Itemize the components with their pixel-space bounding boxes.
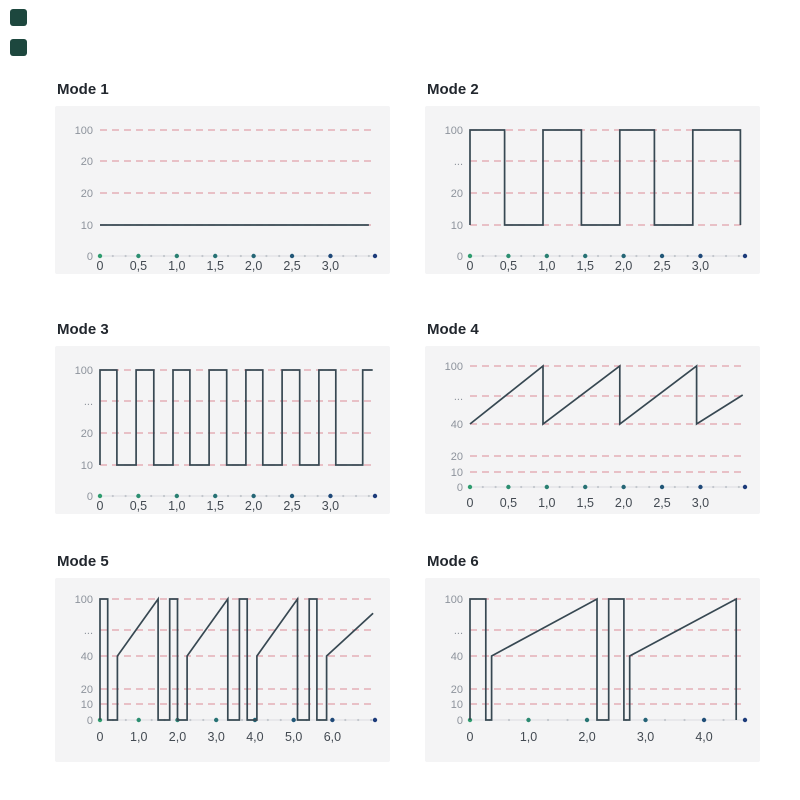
axis-minor-dot — [610, 255, 612, 257]
y-tick-label: ... — [453, 156, 463, 168]
y-tick-label: ... — [83, 625, 93, 637]
chart-title: Mode 5 — [57, 553, 109, 570]
x-tick-label: 2,0 — [168, 730, 187, 744]
x-tick-label: 4,0 — [246, 730, 264, 744]
axis-minor-dot — [125, 495, 127, 497]
axis-minor-dot — [547, 719, 549, 721]
axis-major-dot — [468, 485, 472, 489]
axis-minor-dot — [112, 495, 114, 497]
axis-minor-dot — [189, 719, 191, 721]
chart-canvas-mode-2 — [425, 106, 760, 274]
axis-major-dot — [290, 494, 294, 498]
axis-minor-dot — [571, 255, 573, 257]
chart-mode-1 — [55, 80, 390, 274]
chart-title: Mode 3 — [57, 321, 109, 338]
axis-major-dot — [506, 254, 510, 258]
chart-mode-4 — [425, 320, 760, 514]
axis-minor-dot — [597, 486, 599, 488]
y-tick-label: ... — [83, 396, 93, 408]
axis-major-dot — [175, 254, 179, 258]
axis-minor-dot — [738, 255, 740, 257]
axis-major-dot — [328, 254, 332, 258]
axis-minor-dot — [674, 255, 676, 257]
axis-major-dot — [98, 254, 102, 258]
axis-minor-dot — [722, 719, 724, 721]
x-tick-label: 2,5 — [653, 259, 671, 273]
axis-major-dot — [698, 254, 702, 258]
axis-minor-dot — [355, 495, 357, 497]
axis-minor-dot — [201, 255, 203, 257]
y-tick-label: 10 — [450, 220, 463, 232]
axis-minor-dot — [712, 255, 714, 257]
x-tick-label: 1,0 — [168, 259, 186, 273]
chart-title: Mode 4 — [427, 321, 479, 338]
x-tick-label: 3,0 — [691, 496, 710, 510]
y-tick-label: 100 — [444, 361, 463, 373]
axis-major-dot — [213, 254, 217, 258]
axis-end-dot — [373, 718, 377, 722]
y-tick-label: 0 — [86, 251, 93, 263]
axis-major-dot — [621, 485, 625, 489]
axis-major-dot — [291, 718, 295, 722]
chart-svg — [55, 346, 390, 514]
axis-end-dot — [743, 718, 747, 722]
axis-minor-dot — [342, 495, 344, 497]
axis-minor-dot — [278, 255, 280, 257]
x-tick-label: 3,0 — [321, 499, 340, 513]
axis-minor-dot — [597, 255, 599, 257]
waveform-line — [100, 370, 373, 465]
axis-minor-dot — [125, 255, 127, 257]
y-tick-label: 40 — [80, 651, 93, 663]
axis-minor-dot — [635, 255, 637, 257]
axis-minor-dot — [189, 495, 191, 497]
x-tick-label: 3,0 — [636, 730, 655, 744]
axis-minor-dot — [355, 255, 357, 257]
y-tick-label: 10 — [80, 460, 93, 472]
axis-minor-dot — [112, 255, 114, 257]
axis-minor-dot — [664, 719, 666, 721]
axis-minor-dot — [635, 486, 637, 488]
axis-major-dot — [175, 494, 179, 498]
y-tick-label: 10 — [450, 699, 463, 711]
x-tick-label: 1,0 — [519, 730, 538, 744]
axis-major-dot — [136, 254, 140, 258]
axis-minor-dot — [202, 719, 204, 721]
axis-major-dot — [583, 254, 587, 258]
x-tick-label: 1,0 — [168, 499, 186, 513]
axis-major-dot — [585, 718, 589, 722]
x-tick-label: 0 — [466, 730, 474, 744]
chart-mode-6 — [425, 552, 760, 762]
axis-major-dot — [621, 254, 625, 258]
axis-major-dot — [702, 718, 706, 722]
chart-canvas-mode-5 — [55, 578, 390, 762]
x-tick-label: 1,5 — [576, 496, 594, 510]
axis-minor-dot — [559, 255, 561, 257]
axis-end-dot — [743, 254, 747, 258]
axis-minor-dot — [508, 719, 510, 721]
axis-minor-dot — [240, 495, 242, 497]
waveform-line — [470, 130, 740, 225]
chart-svg — [55, 578, 390, 762]
axis-minor-dot — [648, 486, 650, 488]
axis-major-dot — [137, 718, 141, 722]
x-tick-label: 0 — [466, 259, 474, 273]
axis-major-dot — [698, 485, 702, 489]
y-tick-label: 100 — [444, 594, 463, 606]
waveform-line — [470, 599, 736, 720]
axis-minor-dot — [317, 255, 319, 257]
axis-minor-dot — [125, 719, 127, 721]
y-tick-label: 10 — [450, 467, 463, 479]
chart-title: Mode 2 — [427, 81, 479, 98]
y-tick-label: 10 — [80, 699, 93, 711]
axis-minor-dot — [738, 486, 740, 488]
axis-minor-dot — [566, 719, 568, 721]
y-tick-label: 0 — [456, 715, 463, 727]
axis-end-dot — [373, 494, 377, 498]
x-tick-label: 5,0 — [284, 730, 303, 744]
axis-minor-dot — [344, 719, 346, 721]
x-tick-label: 3,0 — [691, 259, 710, 273]
axis-minor-dot — [163, 255, 165, 257]
axis-major-dot — [660, 485, 664, 489]
axis-minor-dot — [610, 486, 612, 488]
y-tick-label: ... — [453, 625, 463, 637]
y-tick-label: 10 — [80, 220, 93, 232]
x-tick-label: 1,0 — [538, 496, 556, 510]
axis-minor-dot — [241, 719, 243, 721]
axis-major-dot — [136, 494, 140, 498]
chart-mode-5 — [55, 552, 390, 762]
chart-svg — [425, 346, 760, 514]
axis-minor-dot — [368, 495, 370, 497]
axis-minor-dot — [265, 255, 267, 257]
y-tick-label: 40 — [450, 419, 463, 431]
x-tick-label: 2,0 — [578, 730, 596, 744]
x-tick-label: 0,5 — [499, 259, 518, 273]
x-tick-label: 3,0 — [321, 259, 340, 273]
x-tick-label: 1,5 — [206, 259, 224, 273]
axis-minor-dot — [240, 255, 242, 257]
x-tick-label: 0,5 — [129, 499, 148, 513]
y-tick-label: 100 — [74, 594, 93, 606]
x-tick-label: 0,5 — [499, 496, 518, 510]
axis-minor-dot — [370, 719, 372, 721]
x-tick-label: 4,0 — [695, 730, 713, 744]
axis-major-dot — [330, 718, 334, 722]
y-tick-label: 100 — [74, 125, 93, 137]
axis-minor-dot — [317, 495, 319, 497]
axis-minor-dot — [648, 255, 650, 257]
x-tick-label: 6,0 — [323, 730, 342, 744]
axis-minor-dot — [687, 255, 689, 257]
waveform-line — [100, 599, 373, 720]
x-tick-label: 1,5 — [206, 499, 224, 513]
x-tick-label: 2,5 — [283, 259, 301, 273]
axis-minor-dot — [725, 255, 727, 257]
axis-major-dot — [251, 494, 255, 498]
axis-minor-dot — [725, 486, 727, 488]
axis-minor-dot — [278, 495, 280, 497]
x-tick-label: 2,0 — [614, 496, 633, 510]
chart-svg — [425, 578, 760, 762]
y-tick-label: 40 — [450, 651, 463, 663]
axis-minor-dot — [189, 255, 191, 257]
y-tick-label: 0 — [456, 482, 463, 494]
axis-minor-dot — [674, 486, 676, 488]
axis-minor-dot — [151, 719, 153, 721]
axis-minor-dot — [520, 486, 522, 488]
axis-minor-dot — [150, 255, 152, 257]
x-tick-label: 2,5 — [283, 499, 301, 513]
axis-major-dot — [545, 485, 549, 489]
x-tick-label: 0 — [96, 259, 104, 273]
chart-mode-3 — [55, 320, 390, 514]
axis-minor-dot — [533, 486, 535, 488]
x-tick-label: 2,0 — [244, 499, 263, 513]
chart-canvas-mode-4 — [425, 346, 760, 514]
axis-minor-dot — [495, 486, 497, 488]
corner-badge-top — [10, 9, 27, 26]
axis-major-dot — [328, 494, 332, 498]
chart-title: Mode 1 — [57, 81, 109, 98]
x-tick-label: 2,0 — [614, 259, 633, 273]
x-tick-label: 0,5 — [129, 259, 148, 273]
axis-minor-dot — [683, 719, 685, 721]
axis-minor-dot — [482, 255, 484, 257]
axis-minor-dot — [368, 255, 370, 257]
axis-minor-dot — [265, 495, 267, 497]
y-tick-label: ... — [453, 391, 463, 403]
axis-minor-dot — [280, 719, 282, 721]
axis-major-dot — [290, 254, 294, 258]
axis-minor-dot — [482, 486, 484, 488]
axis-major-dot — [214, 718, 218, 722]
axis-end-dot — [373, 254, 377, 258]
x-tick-label: 0 — [466, 496, 474, 510]
axis-minor-dot — [571, 486, 573, 488]
y-tick-label: 20 — [450, 188, 463, 200]
chart-canvas-mode-1 — [55, 106, 390, 274]
axis-minor-dot — [267, 719, 269, 721]
x-tick-label: 0 — [96, 499, 104, 513]
axis-minor-dot — [201, 495, 203, 497]
axis-major-dot — [213, 494, 217, 498]
axis-minor-dot — [687, 486, 689, 488]
axis-minor-dot — [342, 255, 344, 257]
y-tick-label: 100 — [74, 365, 93, 377]
y-tick-label: 0 — [86, 491, 93, 503]
x-tick-label: 2,5 — [653, 496, 671, 510]
axis-major-dot — [526, 718, 530, 722]
axis-minor-dot — [357, 719, 359, 721]
y-tick-label: 20 — [80, 156, 93, 168]
axis-major-dot — [468, 254, 472, 258]
y-tick-label: 20 — [80, 188, 93, 200]
axis-minor-dot — [304, 255, 306, 257]
x-tick-label: 2,0 — [244, 259, 263, 273]
y-tick-label: 0 — [456, 251, 463, 263]
axis-major-dot — [545, 254, 549, 258]
axis-major-dot — [251, 254, 255, 258]
chart-mode-2 — [425, 80, 760, 274]
chart-svg — [425, 106, 760, 274]
x-tick-label: 3,0 — [207, 730, 225, 744]
axis-major-dot — [643, 718, 647, 722]
corner-badge-bottom — [10, 39, 27, 56]
axis-minor-dot — [520, 255, 522, 257]
axis-minor-dot — [559, 486, 561, 488]
axis-minor-dot — [533, 255, 535, 257]
chart-canvas-mode-6 — [425, 578, 760, 762]
axis-minor-dot — [227, 255, 229, 257]
axis-minor-dot — [227, 495, 229, 497]
x-tick-label: 1,0 — [538, 259, 556, 273]
axis-major-dot — [98, 494, 102, 498]
axis-major-dot — [583, 485, 587, 489]
x-tick-label: 1,5 — [576, 259, 594, 273]
y-tick-label: 0 — [86, 715, 93, 727]
x-tick-label: 1,0 — [130, 730, 148, 744]
axis-minor-dot — [712, 486, 714, 488]
chart-title: Mode 6 — [427, 553, 479, 570]
y-tick-label: 100 — [444, 125, 463, 137]
y-tick-label: 20 — [80, 428, 93, 440]
chart-svg — [55, 106, 390, 274]
y-tick-label: 20 — [450, 451, 463, 463]
axis-major-dot — [506, 485, 510, 489]
axis-minor-dot — [163, 495, 165, 497]
axis-minor-dot — [495, 255, 497, 257]
chart-canvas-mode-3 — [55, 346, 390, 514]
waveform-line — [470, 366, 743, 424]
axis-minor-dot — [304, 495, 306, 497]
axis-minor-dot — [150, 495, 152, 497]
y-tick-label: 20 — [80, 684, 93, 696]
y-tick-label: 20 — [450, 684, 463, 696]
axis-end-dot — [743, 485, 747, 489]
axis-major-dot — [660, 254, 664, 258]
x-tick-label: 0 — [96, 730, 104, 744]
